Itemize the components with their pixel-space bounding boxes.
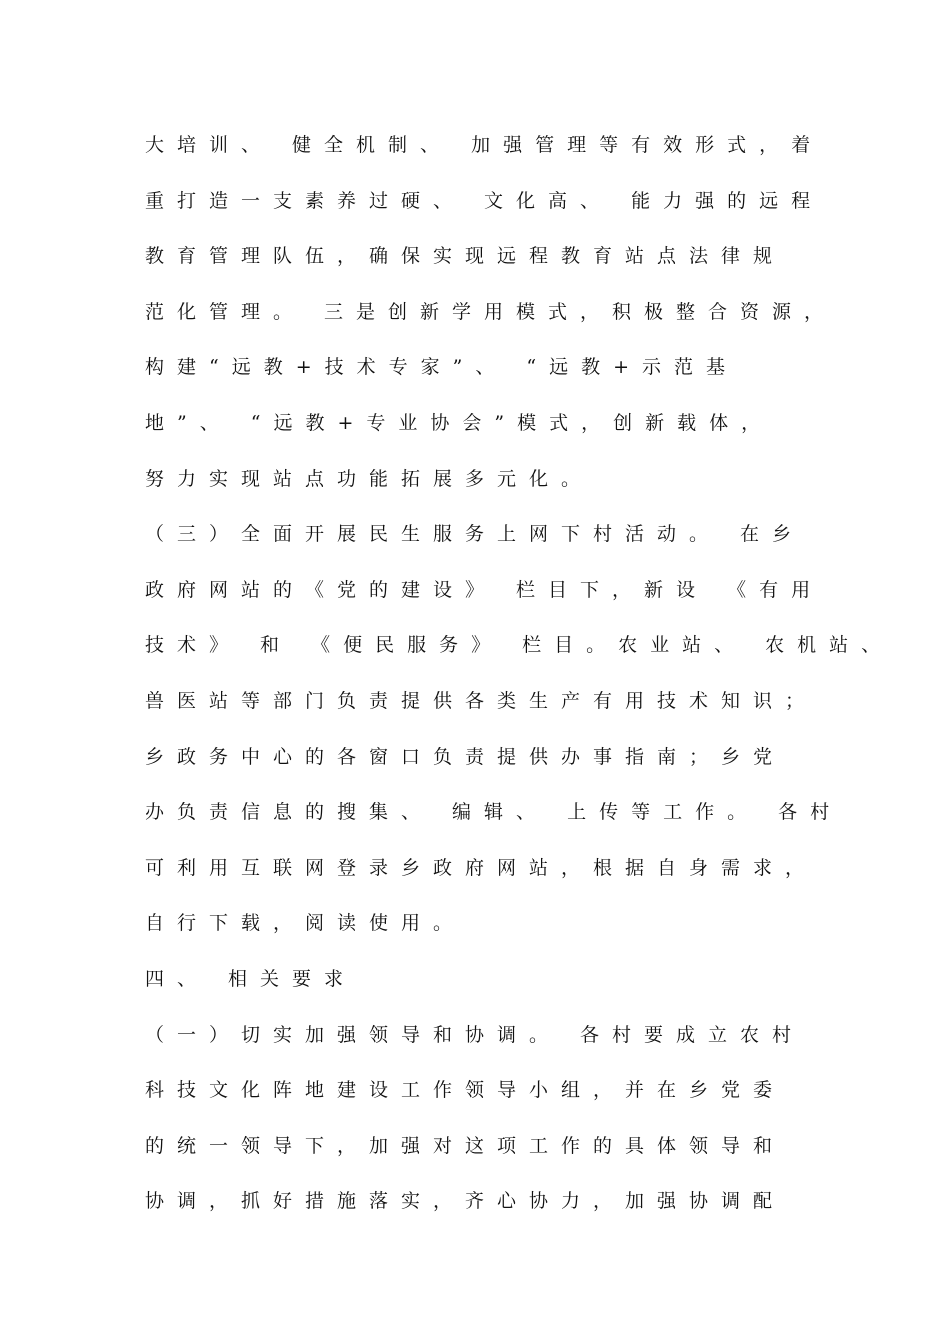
text-line: 重打造一支素养过硬、 文化高、 能力强的远程 [145,189,824,212]
body-text [145,130,894,1242]
text-line: 乡政务中心的各窗口负责提供办事指南；乡党 [145,745,786,768]
text-line: 努力实现站点功能拓展多元化。 [145,467,594,490]
text-line: 自行下载，阅读使用。 [145,912,466,935]
text-line: 大培训、 健全机制、 加强管理等有效形式，着 [145,134,824,156]
text-line: 构建“远教+技术专家”、 “远教+示范基 [145,356,739,379]
text-line: 范化管理。 三是创新学用模式，积极整合资源， [145,300,837,323]
text-line: 的统一领导下，加强对这项工作的具体领导和 [145,1134,786,1157]
text-line: 协调，抓好措施落实，齐心协力，加强协调配 [145,1190,786,1213]
text-line: （一）切实加强领导和协调。 各村要成立农村 [145,1023,805,1046]
text-line: 可利用互联网登录乡政府网站，根据自身需求， [145,856,818,879]
text-line: 地”、 “远教+专业协会”模式，创新载体， [145,411,774,434]
section-heading: 四、 相关要求 [145,967,357,990]
text-line: 政府网站的《党的建设》 栏目下，新设 《有用 [145,578,824,601]
text-line: 技术》 和 《便民服务》 栏目。农业站、 农机站、 [145,634,894,657]
text-line: （三）全面开展民生服务上网下村活动。 在乡 [145,523,805,546]
text-line: 办负责信息的搜集、 编辑、 上传等工作。 各村 [145,801,843,824]
text-line: 教育管理队伍，确保实现远程教育站点法律规 [145,245,786,268]
text-line: 兽医站等部门负责提供各类生产有用技术知识； [145,689,818,712]
text-line: 科技文化阵地建设工作领导小组，并在乡党委 [145,1079,786,1102]
